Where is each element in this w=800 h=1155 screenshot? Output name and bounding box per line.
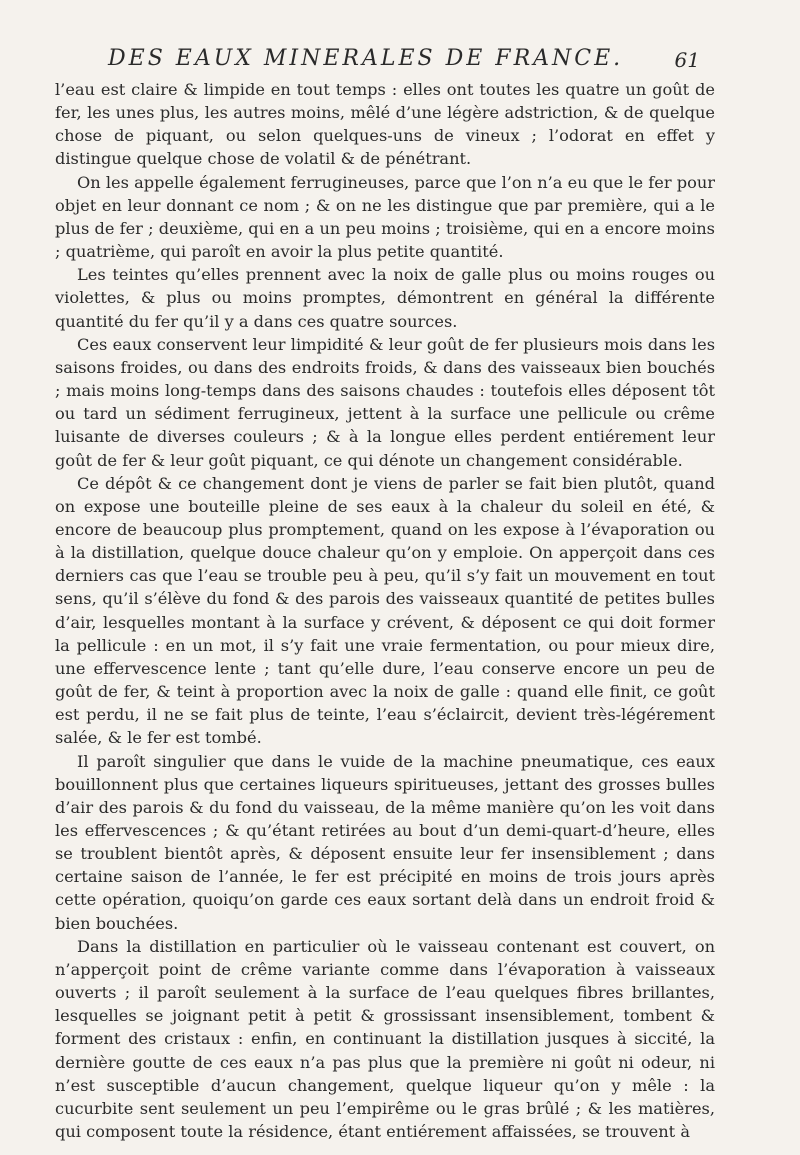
- page-header: [108, 44, 700, 78]
- body-text: [55, 78, 715, 1143]
- page-number: 61: [674, 48, 700, 72]
- paragraph: On les appelle également ferrugineuses, parce que l’on n’a eu que le fer pour objet en leur donnant ce nom ; & on ne les distingue que par première, qui a le plus de fer ; deuxième, qui en a un peu moins ; troisième, qui en a encore moins ; quatrième, qui paroît en avoir la plus petite quantité.: [55, 172, 715, 262]
- paragraph: Il paroît singulier que dans le vuide de la machine pneumatique, ces eaux bouillonnent plus que certaines liqueurs spiritueuses, jettant des grosses bulles d’air des parois & du fond du vaisseau, de la même manière qu’on les voit dans les effervescences ; & qu’étant retirées au bout d’un demi-quart-d’heure, elles se troublent bientôt après, & déposent ensuite leur fer insensiblement ; dans certaine saison de l’année, le fer est précipité en moins de trois jours après cette opération, quoiqu’on garde ces eaux sortant delà dans un endroit froid & bien bouchées.: [55, 751, 715, 933]
- running-title: DES EAUX MINERALES DE FRANCE.: [108, 46, 624, 71]
- paragraph: l’eau est claire & limpide en tout temps : elles ont toutes les quatre un goût de fer, les unes plus, les autres moins, mêlé d’une légère adstriction, & de quelque chose de piquant, ou selon quelques-uns de vineux ; l’odorat en effet y distingue quelque chose de volatil & de pénétrant.: [55, 80, 715, 169]
- paragraph: Dans la distillation en particulier où le vaisseau contenant est couvert, on n’apperçoit point de crême variante comme dans l’évaporation à vaisseaux ouverts ; il paroît seulement à la surface de l’eau quelques fibres brillantes, lesquelles se joignant petit à petit & grossissant insensiblement, tombent & forment des cristaux : enfin, en continuant la distillation jusques à siccité, la dernière goutte de ces eaux n’a pas plus que la première ni goût ni odeur, ni n’est susceptible d’aucun changement, quelque liqueur qu’on y mêle : la cucurbite sent seulement un peu l’empirême ou le gras brûlé ; & les matières, qui composent toute la résidence, étant entiérement affaissées, se trouvent à: [55, 936, 715, 1142]
- paragraph: Les teintes qu’elles prennent avec la noix de galle plus ou moins rouges ou violettes, & plus ou moins promptes, démontrent en général la différente quantité du fer qu’il y a dans ces quatre sources.: [55, 265, 715, 331]
- paragraph: Ces eaux conservent leur limpidité & leur goût de fer plusieurs mois dans les saisons froides, ou dans des endroits froids, & dans des vaisseaux bien bouchés ; mais moins long-temps dans des saisons chaudes : toutefois elles déposent tôt ou tard un sédiment ferrugineux, jettent à la surface une pellicule ou crême luisante de diverses couleurs ; & à la longue elles perdent entiérement leur goût de fer & leur goût piquant, ce qui dénote un changement considérable.: [55, 334, 715, 470]
- paragraph: Ce dépôt & ce changement dont je viens de parler se fait bien plutôt, quand on expose une bouteille pleine de ses eaux à la chaleur du soleil en été, & encore de beaucoup plus promptement, quand on les expose à l’évaporation ou à la distillation, quelque douce chaleur qu’on y emploie. On apperçoit dans ces derniers cas que l’eau se trouble peu à peu, qu’il s’y fait un mouvement en tout sens, qu’il s’élève du fond & des parois des vaisseaux quantité de petites bulles d’air, lesquelles montant à la surface y crévent, & déposent ce qui doit former la pellicule : en un mot, il s’y fait une vraie fermentation, ou pour mieux dire, une effervescence lente ; tant qu’elle dure, l’eau conserve encore un peu de goût de fer, & teint à proportion avec la noix de galle : quand elle finit, ce goût est perdu, il ne se fait plus de teinte, l’eau s’éclaircit, devient très-légérement salée, & le fer est tombé.: [55, 473, 715, 748]
